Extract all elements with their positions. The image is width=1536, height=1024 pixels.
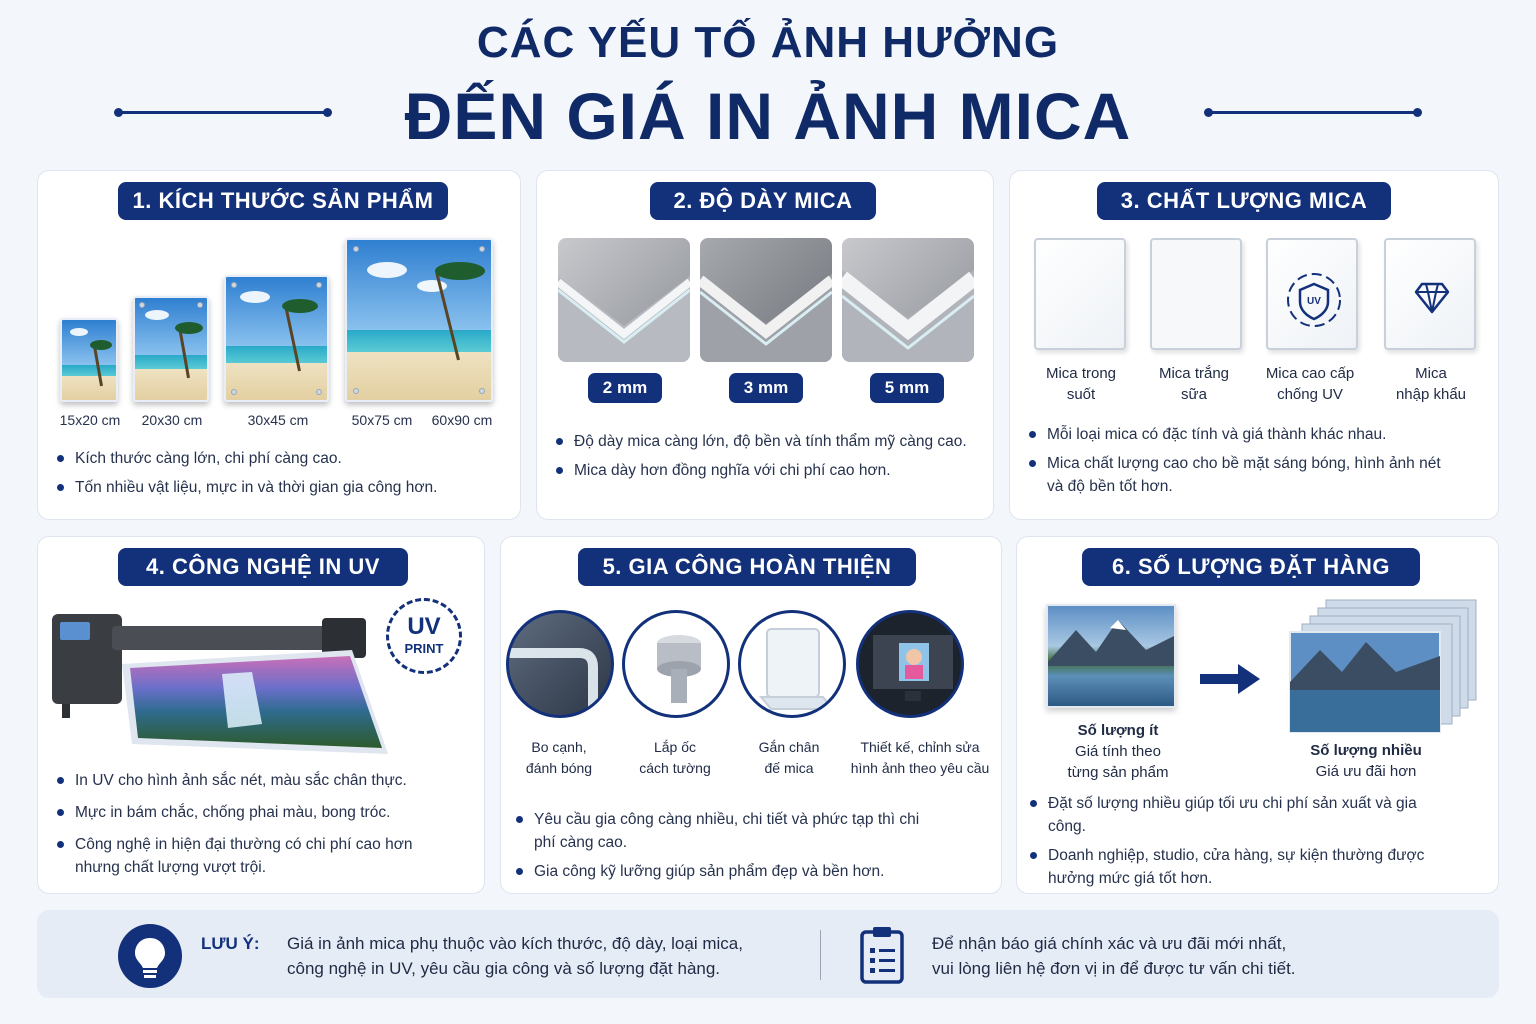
- thickness-label: 2 mm: [588, 373, 662, 403]
- thickness-label: 3 mm: [729, 373, 803, 403]
- bullet: Yêu cầu gia công càng nhiều, chi tiết và phức tạp thì chi phí càng cao.: [514, 808, 934, 854]
- card-uv-print-title: 4. CÔNG NGHỆ IN UV: [118, 548, 408, 586]
- thickness-label: 5 mm: [870, 373, 944, 403]
- clipboard-icon: [858, 926, 906, 984]
- photo-20x30: [133, 296, 209, 402]
- bullet: Tốn nhiều vật liệu, mực in và thời gian gia công hơn.: [55, 476, 505, 499]
- bullet: Mỗi loại mica có đặc tính và giá thành khác nhau.: [1027, 423, 1447, 446]
- card-quantity-bullets: [1028, 792, 1448, 896]
- card-finishing-bullets: [514, 808, 934, 889]
- size-label: 30x45 cm: [247, 412, 309, 428]
- note-label: LƯU Ý:: [201, 934, 260, 953]
- uv-icon-label: UV: [1307, 296, 1321, 307]
- stacked-frames-image: [1286, 598, 1482, 734]
- uv-printer-image: [52, 604, 388, 760]
- standoff-screw-image: [622, 610, 730, 718]
- thickness-2mm-image: [558, 238, 690, 362]
- bullet: Mica dày hơn đồng nghĩa với chi phí cao hơn.: [554, 459, 984, 482]
- mica-type-label: Mica trong suốt: [1045, 365, 1117, 403]
- finishing-step-label: Lắp ốc cách tường: [639, 739, 711, 776]
- bullet: Gia công kỹ lưỡng giúp sản phẩm đẹp và bền hơn.: [514, 860, 934, 883]
- design-editing-image: [856, 610, 964, 718]
- uv-badge-line2: PRINT: [404, 641, 444, 656]
- card-finishing-title: 5. GIA CÔNG HOÀN THIỆN: [578, 548, 916, 586]
- bullet: Độ dày mica càng lớn, độ bền và tính thẩm mỹ càng cao.: [554, 430, 984, 453]
- bullet: Mực in bám chắc, chống phai màu, bong tróc.: [55, 801, 455, 824]
- note-text-right: Để nhận báo giá chính xác và ưu đãi mới nhất, vui lòng liên hệ đơn vị in để được tư vấn chi tiết.: [932, 934, 1296, 978]
- mica-type-label: Mica trắng sữa: [1158, 365, 1230, 403]
- mica-type-label: Mica cao cấp chống UV: [1265, 365, 1355, 403]
- bullet: Doanh nghiệp, studio, cửa hàng, sự kiện thường được hưởng mức giá tốt hơn.: [1028, 844, 1448, 890]
- photo-50x75: [345, 238, 493, 402]
- uv-shield-icon: [1268, 240, 1360, 352]
- mica-imported-image: [1384, 238, 1476, 350]
- mica-clear-image: [1034, 238, 1126, 350]
- size-label: 20x30 cm: [141, 412, 203, 428]
- mica-uv-image: [1266, 238, 1358, 350]
- photo-15x20: [60, 318, 118, 402]
- title-line-1: CÁC YẾU TỐ ẢNH HƯỞNG: [476, 18, 1060, 67]
- card-size-bullets: [55, 447, 505, 505]
- bullet: In UV cho hình ảnh sắc nét, màu sắc chân thực.: [55, 769, 455, 792]
- size-label: 60x90 cm: [431, 412, 493, 428]
- bullet: Đặt số lượng nhiều giúp tối ưu chi phí sản xuất và gia công.: [1028, 792, 1448, 838]
- bullet: Mica chất lượng cao cho bề mặt sáng bóng, hình ảnh nét và độ bền tốt hơn.: [1027, 452, 1447, 498]
- uv-print-badge: [386, 598, 462, 674]
- thickness-3mm-image: [700, 238, 832, 362]
- mica-type-label: Mica nhập khẩu: [1395, 365, 1467, 403]
- many-quantity-label: Số lượng nhiều Giá ưu đãi hơn: [1310, 742, 1422, 780]
- card-uv-print-bullets: [55, 769, 455, 885]
- finishing-step-label: Thiết kế, chỉnh sửa hình ảnh theo yêu cầu: [850, 739, 990, 776]
- card-quality-title: 3. CHẤT LƯỢNG MICA: [1097, 182, 1391, 220]
- arrow-right-icon: [1200, 664, 1260, 694]
- lightbulb-icon: [118, 924, 182, 988]
- decorative-line-right: [1208, 111, 1418, 114]
- note-text-left: Giá in ảnh mica phụ thuộc vào kích thước, độ dày, loại mica, công nghệ in UV, yêu cầu gia công và số lượng đặt hàng.: [287, 934, 743, 978]
- single-frame-image: [1046, 604, 1176, 708]
- photo-30x45: [224, 275, 329, 402]
- polished-edge-image: [506, 610, 614, 718]
- thickness-5mm-image: [842, 238, 974, 362]
- finishing-step-label: Gắn chân đế mica: [758, 739, 820, 776]
- acrylic-stand-image: [738, 610, 846, 718]
- bullet: Công nghệ in hiện đại thường có chi phí cao hơn nhưng chất lượng vượt trội.: [55, 833, 455, 879]
- card-thickness-title: 2. ĐỘ DÀY MICA: [650, 182, 876, 220]
- uv-badge-line1: UV: [407, 613, 441, 640]
- card-quantity-title: 6. SỐ LƯỢNG ĐẶT HÀNG: [1082, 548, 1420, 586]
- title-line-2: ĐẾN GIÁ IN ẢNH MICA: [404, 79, 1132, 153]
- size-label: 15x20 cm: [59, 412, 121, 428]
- size-label: 50x75 cm: [351, 412, 413, 428]
- bullet: Kích thước càng lớn, chi phí càng cao.: [55, 447, 505, 470]
- few-quantity-label: Số lượng ít Giá tính theo từng sản phẩm: [1067, 722, 1169, 781]
- card-quality-bullets: [1027, 423, 1447, 504]
- diamond-icon: [1386, 240, 1478, 352]
- finishing-step-label: Bo cạnh, đánh bóng: [525, 739, 593, 776]
- mica-milky-image: [1150, 238, 1242, 350]
- note-divider: [820, 930, 821, 980]
- card-size-title: 1. KÍCH THƯỚC SẢN PHẨM: [118, 182, 448, 220]
- card-thickness-bullets: [554, 430, 984, 488]
